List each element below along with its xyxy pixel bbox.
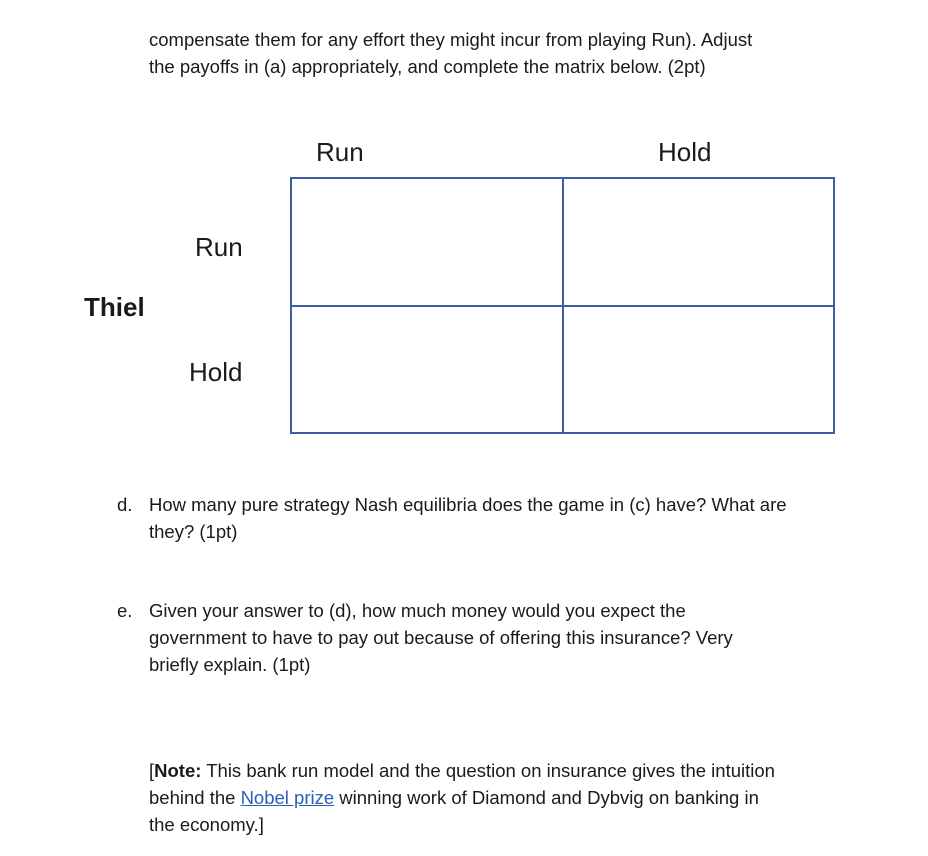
question-d-line-1: How many pure strategy Nash equilibria does the game in (c) have? What are [149,494,787,515]
question-e-line-2: government to have to pay out because of offering this insurance? Very [149,627,733,648]
intro-line-2: the payoffs in (a) appropriately, and complete the matrix below. (2pt) [149,56,706,77]
cell-run-hold[interactable] [563,178,835,306]
row-header-hold: Hold [189,357,243,387]
intro-line-1: compensate them for any effort they might incur from playing Run). Adjust [149,29,753,50]
payoff-matrix [290,177,835,434]
question-d-line-2: they? (1pt) [149,521,238,542]
note-bold-label: Note: [154,760,202,781]
row-header-run: Run [195,232,243,262]
question-e-marker: e. [117,600,133,621]
question-d-marker: d. [117,494,133,515]
note-line-2 [149,784,775,811]
cell-hold-hold[interactable] [563,306,835,434]
column-header-run: Run [316,137,364,167]
column-header-hold: Hold [658,137,712,167]
nobel-prize-link[interactable]: Nobel prize [240,787,335,808]
question-e-line-1: Given your answer to (d), how much money would you expect the [149,600,686,621]
question-d [149,491,787,545]
note-paragraph [149,757,775,838]
note-open-bracket: [ [149,760,155,781]
question-e [149,597,733,678]
cell-hold-run[interactable] [291,306,563,434]
note-pre-link: behind the [149,787,241,808]
note-text-1: This bank run model and the question on insurance gives the intuition [201,760,775,781]
note-post-link: winning work of Diamond and Dybvig on banking in [334,787,759,808]
cell-run-run[interactable] [291,178,563,306]
intro-paragraph [149,26,752,80]
note-line-1 [149,757,775,784]
note-line-3: the economy.] [149,814,264,835]
row-player-label: Thiel [84,292,145,322]
question-e-line-3: briefly explain. (1pt) [149,654,311,675]
